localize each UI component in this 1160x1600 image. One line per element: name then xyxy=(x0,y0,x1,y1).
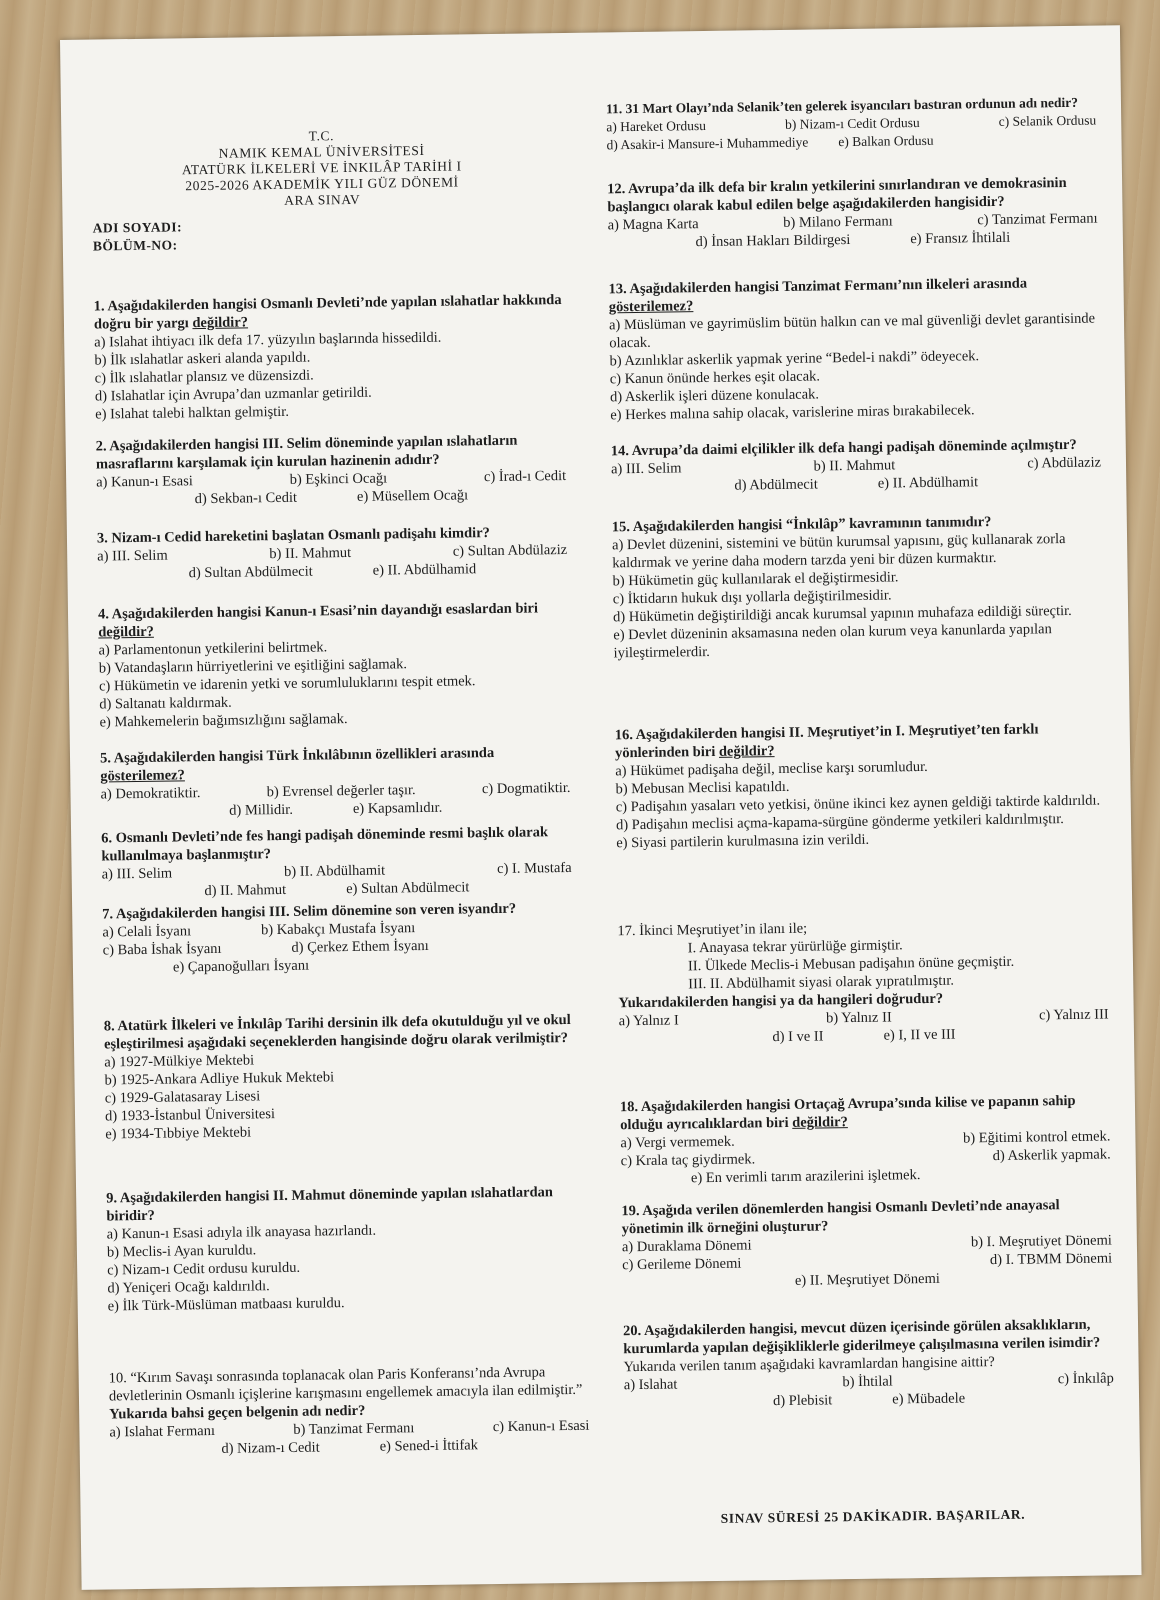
question-4 xyxy=(98,599,570,732)
q11-option-e: e) Balkan Ordusu xyxy=(838,132,934,150)
question-11 xyxy=(606,94,1097,155)
q9-option-c: c) Nizam-ı Cedit ordusu kuruldu. xyxy=(107,1259,301,1279)
q14-option-c: c) Abdülaziz xyxy=(1027,454,1102,472)
q12-stem: 12. Avrupa’da ilk defa bir kralın yetkilerini sınırlandıran ve demokrasinin başlangıcı olarak kabul edilen belge aşağıdakilerden hangisidir? xyxy=(607,174,1067,216)
q18-option-e: e) En verimli tarım arazilerini işletmek. xyxy=(690,1167,921,1187)
q1-stem: 1. Aşağıdakilerden hangisi Osmanlı Devleti’nde yapılan ıslahatlar hakkında doğru bir yargı xyxy=(93,292,562,333)
q8-option-b: b) 1925-Ankara Adliye Hukuk Mektebi xyxy=(104,1069,335,1089)
q11-option-c: c) Selanik Ordusu xyxy=(998,112,1097,129)
q16-option-d: d) Padişahın meclisi açma-kapama-sürgüne gönderme yetkileri kaldırılmıştır. xyxy=(615,811,1064,834)
q17-option-a: a) Yalnız I xyxy=(618,1012,679,1030)
q15-option-c: c) İktidarın hukuk dışı yollarla değiştirilmesidir. xyxy=(612,587,892,608)
name-label: ADI SOYADI: xyxy=(92,219,183,236)
q17-option-c: c) Yalnız III xyxy=(1038,1006,1109,1024)
question-6 xyxy=(101,823,572,902)
q18-option-b: b) Eğitimi kontrol etmek. xyxy=(962,1128,1111,1147)
q1-option-a: a) Islahat ihtiyacı ilk defa 17. yüzyılın başlarında hissedildi. xyxy=(94,329,442,351)
header-line-4: 2025-2026 AKADEMİK YILI GÜZ DÖNEMİ xyxy=(185,174,459,194)
q14-option-d: d) Abdülmecit xyxy=(734,476,818,494)
q4-option-a: a) Parlamentonun yetkilerini belirtmek. xyxy=(98,639,328,659)
q1-option-e: e) Islahat talebi halktan gelmiştir. xyxy=(95,403,290,423)
q19-option-e: e) II. Meşrutiyet Dönemi xyxy=(794,1270,940,1289)
question-20 xyxy=(623,1315,1114,1412)
q5-option-d: d) Millidir. xyxy=(229,801,294,819)
q3-option-b: b) II. Mahmut xyxy=(269,544,352,563)
q7-option-b: b) Kabakçı Mustafa İsyanı xyxy=(260,920,416,939)
q19-option-a: a) Duraklama Dönemi xyxy=(621,1237,752,1256)
q18-stem-underline: değildir? xyxy=(792,1114,848,1131)
question-16 xyxy=(615,719,1107,852)
q3-stem: 3. Nizam-ı Cedid hareketini başlatan Osmanlı padişahı kimdir? xyxy=(96,525,490,547)
q8-option-e: e) 1934-Tıbbiye Mektebi xyxy=(105,1124,252,1143)
q5-option-c: c) Dogmatiktir. xyxy=(481,779,571,798)
q1-option-d: d) Islahatlar için Avrupa’dan uzmanlar getirildi. xyxy=(94,384,372,405)
q7-stem: 7. Aşağıdakilerden hangisi III. Selim dönemine son veren isyandır? xyxy=(102,900,517,923)
question-15 xyxy=(612,512,1104,663)
q20-option-c: c) İnkılâp xyxy=(1057,1370,1114,1388)
q16-option-c: c) Padişahın yasaları veto yetkisi, önüne ikinci kez aynen geldiği taktirde kaldırıldı. xyxy=(615,792,1101,816)
dept-label: BÖLÜM-NO: xyxy=(92,237,178,254)
q14-option-e: e) II. Abdülhamit xyxy=(877,474,979,492)
q7-option-c: c) Baba İshak İsyanı xyxy=(102,940,222,959)
q4-option-e: e) Mahkemelerin bağımsızlığını sağlamak. xyxy=(99,711,348,731)
q9-option-e: e) İlk Türk-Müslüman matbaası kuruldu. xyxy=(107,1295,345,1315)
q20-subquestion: Yukarıda verilen tanım aşağıdaki kavramlardan hangisine aittir? xyxy=(623,1354,995,1376)
question-7 xyxy=(102,899,573,978)
q8-option-a: a) 1927-Mülkiye Mektebi xyxy=(104,1052,255,1071)
question-13 xyxy=(608,274,1100,425)
q13-option-b: b) Azınlıklar askerlik yapmak yerine “Bedel-i nakdi” ödeyecek. xyxy=(609,348,980,370)
question-8 xyxy=(104,1011,576,1144)
q17-stem: Yukarıdakilerden hangisi ya da hangileri doğrudur? xyxy=(618,990,944,1012)
q15-stem: 15. Aşağıdakilerden hangisi “İnkılâp” kavramının tanımıdır? xyxy=(611,514,992,536)
q20-option-e: e) Mübadele xyxy=(892,1390,966,1408)
q13-option-d: d) Askerlik işleri düzene konulacak. xyxy=(609,386,820,406)
q20-option-b: b) İhtilal xyxy=(842,1373,893,1391)
q9-option-b: b) Meclis-i Ayan kuruldu. xyxy=(106,1242,257,1261)
q20-option-d: d) Plebisit xyxy=(772,1392,833,1410)
header-line-5: ARA SINAV xyxy=(284,191,361,208)
q19-option-d: d) I. TBMM Dönemi xyxy=(989,1250,1113,1269)
q19-option-b: b) I. Meşrutiyet Dönemi xyxy=(970,1232,1112,1251)
q17-item-3: III. II. Abdülhamit siyasi olarak yıpratılmıştır. xyxy=(688,972,955,993)
q3-option-a: a) III. Selim xyxy=(97,547,168,565)
q4-option-b: b) Vatandaşların hürriyetlerini ve eşitliğini sağlamak. xyxy=(98,656,408,677)
q20-option-a: a) Islahat xyxy=(623,1376,678,1394)
q13-option-e: e) Herkes malına sahip olacak, varislerine miras bırakabilecek. xyxy=(610,402,975,424)
q2-option-a: a) Kanun-ı Esasi xyxy=(96,473,193,491)
q16-option-e: e) Siyasi partilerin kurulmasına izin verildi. xyxy=(616,831,870,852)
q6-option-e: e) Sultan Abdülmecit xyxy=(346,879,470,898)
q6-option-b: b) II. Abdülhamit xyxy=(283,862,386,880)
q12-option-c: c) Tanzimat Fermanı xyxy=(977,210,1098,229)
q10-option-d: d) Nizam-ı Cedit xyxy=(221,1439,320,1457)
q17-option-b: b) Yalnız II xyxy=(825,1009,892,1027)
q5-stem-underline: gösterilemez? xyxy=(100,767,185,785)
q18-option-a: a) Vergi vermemek. xyxy=(620,1133,735,1152)
q13-stem: 13. Aşağıdakilerden hangisi Tanzimat Fermanı’nın ilkeleri arasında xyxy=(608,275,1028,298)
exam-sheet xyxy=(60,25,1142,1590)
q17-item-2: II. Ülkede Meclis-i Mebusan padişahın önüne geçmiştir. xyxy=(687,953,1015,975)
q15-option-a: a) Devlet düzenini, sistemini ve bütün kurumsal yapısını, güç kullanarak zorla kaldırmak ve yerine daha modern tarzda yeni bir düzen kurmaktır. xyxy=(611,531,1066,572)
q9-stem: 9. Aşağıdakilerden hangisi II. Mahmut döneminde yapılan ıslahatlardan biridir? xyxy=(106,1184,554,1225)
q13-option-c: c) Kanun önünde herkes eşit olacak. xyxy=(609,368,821,388)
q5-option-b: b) Evrensel değerler taşır. xyxy=(266,782,416,801)
q17-intro: 17. İkinci Meşrutiyet’in ilanı ile; xyxy=(617,920,808,940)
q1-option-b: b) İlk ıslahatlar askeri alanda yapıldı. xyxy=(94,349,311,369)
q11-option-d: d) Asakir-i Mansure-i Muhammediye xyxy=(606,134,809,153)
question-2 xyxy=(96,431,567,510)
question-10 xyxy=(109,1363,590,1460)
q16-option-a: a) Hükümet padişaha değil, meclise karşı sorumludur. xyxy=(615,758,928,780)
q4-option-d: d) Saltanatı kaldırmak. xyxy=(99,694,232,713)
question-18 xyxy=(620,1091,1111,1188)
q8-option-c: c) 1929-Galatasaray Lisesi xyxy=(104,1088,261,1107)
question-1 xyxy=(94,291,566,424)
header-line-3: ATATÜRK İLKELERİ VE İNKILÂP TARİHİ I xyxy=(181,158,462,178)
question-14 xyxy=(611,436,1102,497)
q12-option-d: d) İnsan Hakları Bildirgesi xyxy=(695,231,851,251)
q1-stem-underline: değildir? xyxy=(192,314,249,332)
q14-stem: 14. Avrupa’da daimi elçilikler ilk defa hangi padişah döneminde açılmıştır? xyxy=(610,436,1077,460)
q5-stem: 5. Aşağıdakilerden hangisi Türk İnkılâbının özellikleri arasında xyxy=(99,745,495,767)
q6-stem: 6. Osmanlı Devleti’nde fes hangi padişah döneminde resmi başlık olarak kullanılmaya başlanmıştır? xyxy=(101,824,549,865)
q17-option-e: e) I, II ve III xyxy=(883,1026,956,1044)
header-line-2: NAMIK KEMAL ÜNİVERSİTESİ xyxy=(218,142,425,161)
q2-stem: 2. Aşağıdakilerden hangisi III. Selim döneminde yapılan ıslahatların masraflarını karşılamak için kurulan hazinenin adıdır? xyxy=(95,432,518,473)
q7-option-d: d) Çerkez Ethem İsyanı xyxy=(291,937,429,956)
q18-stem: 18. Aşağıdakilerden hangisi Ortaçağ Avrupa’sında kilise ve papanın sahip olduğu ayrıcalıklardan biri xyxy=(619,1092,1076,1134)
question-5 xyxy=(100,743,571,822)
q15-option-b: b) Hükümetin güç kullanılarak el değiştirmesidir. xyxy=(612,569,899,590)
q13-stem-underline: gösterilemez? xyxy=(608,298,694,316)
q2-option-d: d) Sekban-ı Cedit xyxy=(194,489,298,508)
q7-option-e: e) Çapanoğulları İsyanı xyxy=(172,957,310,976)
q5-option-e: e) Kapsamlıdır. xyxy=(352,799,443,817)
q12-option-b: b) Milano Fermanı xyxy=(783,213,893,231)
q10-option-e: e) Sened-i İttifak xyxy=(379,1437,479,1455)
q10-stem: Yukarıda bahsi geçen belgenin adı nedir? xyxy=(109,1402,366,1423)
question-12 xyxy=(607,174,1098,253)
q10-quote: 10. “Kırım Savaşı sonrasında toplanacak olan Paris Konferansı’nda Avrupa devletlerinin Osmanlı içişlerine karışmasını engellemek amacıyla ilan edilmiştir.” xyxy=(108,1364,583,1405)
student-info xyxy=(93,218,183,255)
q6-option-c: c) I. Mustafa xyxy=(497,859,572,877)
q3-option-d: d) Sultan Abdülmecit xyxy=(188,563,313,582)
question-19 xyxy=(621,1195,1112,1292)
q18-option-c: c) Krala taç giydirmek. xyxy=(620,1151,756,1170)
q20-stem: 20. Aşağıdakilerden hangisi, mevcut düzen içerisinde görülen aksaklıkların, kurumlarda yapılan değişikliklerle giderilmeye çalışılmasına verilen isimdir? xyxy=(622,1316,1101,1358)
q4-option-c: c) Hükümetin ve idarenin yetki ve sorumluluklarını tespit etmek. xyxy=(98,673,476,695)
q18-option-d: d) Askerlik yapmak. xyxy=(992,1146,1111,1165)
q12-option-a: a) Magna Karta xyxy=(607,216,699,234)
q2-option-b: b) Eşkinci Ocağı xyxy=(289,470,388,488)
q13-option-a: a) Müslüman ve gayrimüslim bütün halkın can ve mal güvenliği devlet garantisinde olacak. xyxy=(608,310,1096,352)
q12-option-e: e) Fransız İhtilali xyxy=(910,229,1011,248)
q8-stem: 8. Atatürk İlkeleri ve İnkılâp Tarihi dersinin ilk defa okutulduğu yıl ve okul eşleştirilmesi aşağıdaki seçeneklerden hangisinde doğru olarak verilmiştir? xyxy=(103,1011,571,1053)
q19-option-c: c) Gerileme Dönemi xyxy=(622,1255,742,1274)
question-3 xyxy=(97,523,568,584)
q6-option-d: d) II. Mahmut xyxy=(204,881,287,900)
exam-footer: SINAV SÜRESİ 25 DAKİKADIR. BAŞARILAR. xyxy=(720,1506,1026,1526)
q8-option-d: d) 1933-İstanbul Üniversitesi xyxy=(104,1106,276,1125)
exam-header xyxy=(131,126,512,211)
q6-option-a: a) III. Selim xyxy=(101,865,173,883)
q1-option-c: c) İlk ıslahatlar plansız ve düzensizdi. xyxy=(94,367,314,387)
q17-item-1: I. Anayasa tekrar yürürlüğe girmiştir. xyxy=(687,937,903,957)
q17-option-d: d) I ve II xyxy=(772,1028,824,1046)
question-17 xyxy=(617,915,1109,1048)
q15-option-d: d) Hükümetin değiştirildiği ancak kurumsal yapının muhafaza edildiği süreçtir. xyxy=(613,602,1072,626)
q16-stem: 16. Aşağıdakilerden hangisi II. Meşrutiyet’in I. Meşrutiyet’ten farklı yönlerinden biri xyxy=(614,721,1039,762)
question-9 xyxy=(106,1183,578,1316)
q11-option-a: a) Hareket Ordusu xyxy=(606,117,707,135)
q10-option-a: a) Islahat Fermanı xyxy=(109,1422,216,1441)
q9-option-d: d) Yeniçeri Ocağı kaldırıldı. xyxy=(107,1278,270,1297)
q16-stem-underline: değildir? xyxy=(718,743,775,760)
q3-option-e: e) II. Abdülhamid xyxy=(372,561,477,579)
q10-option-b: b) Tanzimat Fermanı xyxy=(293,1420,415,1438)
q9-option-a: a) Kanun-ı Esasi adıyla ilk anayasa hazırlandı. xyxy=(106,1222,377,1243)
q2-option-c: c) İrad-ı Cedit xyxy=(483,467,567,486)
q14-option-a: a) III. Selim xyxy=(610,460,682,478)
header-line-1: T.C. xyxy=(308,128,335,144)
q19-stem: 19. Aşağıda verilen dönemlerden hangisi Osmanlı Devleti’nde anayasal yönetimin ilk örneğini oluşturur? xyxy=(621,1197,1060,1238)
q15-option-e: e) Devlet düzeninin aksamasına neden olan kurum veya kanunlarda yapılan iyileştirmelerdir. xyxy=(613,621,1052,662)
q4-stem-underline: değildir? xyxy=(98,623,154,641)
q11-option-b: b) Nizam-ı Cedit Ordusu xyxy=(784,115,920,132)
q3-option-c: c) Sultan Abdülaziz xyxy=(452,541,568,560)
q5-option-a: a) Demokratiktir. xyxy=(100,785,201,803)
q2-option-e: e) Müsellem Ocağı xyxy=(356,487,469,505)
q14-option-b: b) II. Mahmut xyxy=(813,457,896,475)
q10-option-c: c) Kanun-ı Esasi xyxy=(492,1417,590,1436)
q16-option-b: b) Mebusan Meclisi kapatıldı. xyxy=(615,778,790,798)
q7-option-a: a) Celali İsyanı xyxy=(102,923,192,941)
q11-stem: 11. 31 Mart Olayı’nda Selanik’ten gelerek isyancıları bastıran ordunun adı nedir? xyxy=(605,94,1078,117)
q4-stem: 4. Aşağıdakilerden hangisi Kanun-ı Esasi’nin dayandığı esaslardan biri xyxy=(97,600,539,623)
